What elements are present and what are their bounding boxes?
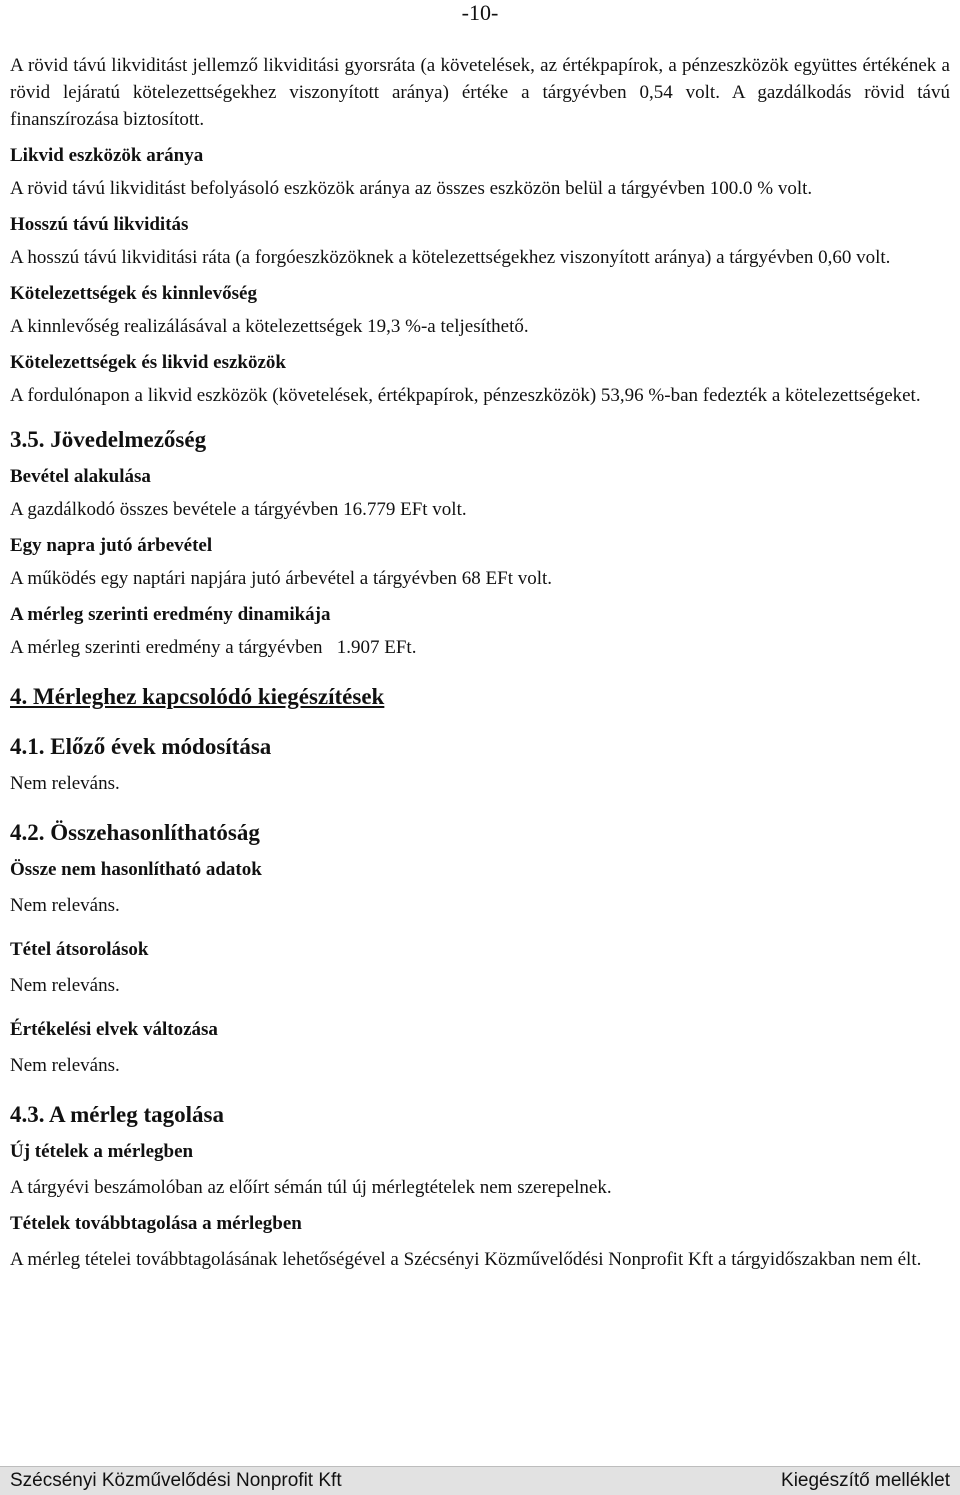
kiegeszitesek-heading: 4. Mérleghez kapcsolódó kiegészítések [10, 684, 385, 709]
footer-company: Szécsényi Közművelődési Nonprofit Kft [10, 1470, 342, 1491]
tovabbtagolas-text: A mérleg tételei továbbtagolásának lehetőségével a Szécsényi Közművelődési Nonprofit Kft a tárgyidőszakban nem élt. [10, 1249, 922, 1270]
merleg-tagolasa-heading: 4.3. A mérleg tagolása [10, 1102, 224, 1127]
napi-arbevetel-heading: Egy napra jutó árbevétel [10, 535, 213, 556]
ertekelesi-elvek-heading: Értékelési elvek változása [10, 1019, 218, 1040]
ertekelesi-elvek-text: Nem releváns. [10, 1055, 120, 1076]
tovabbtagolas-heading: Tételek továbbtagolása a mérlegben [10, 1213, 302, 1234]
hosszu-tavu-text: A hosszú távú likviditási ráta (a forgóeszközöknek a kötelezettségekhez viszonyított aránya) a tárgyévben 0,60 volt. [10, 247, 891, 268]
eredmeny-dinamika-heading: A mérleg szerinti eredmény dinamikája [10, 604, 331, 625]
uj-tetelek-heading: Új tételek a mérlegben [10, 1141, 194, 1162]
page-number: -10- [461, 0, 499, 25]
intro-paragraph: A rövid távú likviditást jellemző likviditási gyorsráta (a követelések, az értékpapírok, a pénzeszközök együttes értékének a rövid lejáratú kötelezettségekhez viszonyított aránya) értéke a tárgyévben 0,54 volt. A gazdálkodás rövid távú finanszírozása biztosított. [10, 55, 950, 130]
document-body [10, 52, 950, 1273]
elozo-evek-heading: 4.1. Előző évek módosítása [10, 734, 272, 759]
bevetel-text: A gazdálkodó összes bevétele a tárgyévben 16.779 EFt volt. [10, 499, 467, 520]
bevetel-heading: Bevétel alakulása [10, 466, 151, 487]
footer-document-type: Kiegészítő melléklet [781, 1470, 950, 1491]
nem-hasonlithato-text: Nem releváns. [10, 895, 120, 916]
osszehasonlithatosag-heading: 4.2. Összehasonlíthatóság [10, 820, 260, 845]
nem-hasonlithato-heading: Össze nem hasonlítható adatok [10, 859, 262, 880]
likvid-fedezet-heading: Kötelezettségek és likvid eszközök [10, 352, 286, 373]
hosszu-tavu-heading: Hosszú távú likviditás [10, 214, 189, 235]
page-footer [0, 1466, 960, 1495]
likvid-fedezet-text: A fordulónapon a likvid eszközök (követelések, értékpapírok, pénzeszközök) 53,96 %-ban fedezték a kötelezettségeket. [10, 385, 921, 406]
likvid-eszkozok-heading: Likvid eszközök aránya [10, 145, 204, 166]
atsorolasok-heading: Tétel átsorolások [10, 939, 149, 960]
kinnlevoseg-heading: Kötelezettségek és kinnlevőség [10, 283, 257, 304]
napi-arbevetel-text: A működés egy naptári napjára jutó árbevétel a tárgyévben 68 EFt volt. [10, 568, 553, 589]
kinnlevoseg-text: A kinnlevőség realizálásával a kötelezettségek 19,3 %-a teljesíthető. [10, 316, 529, 337]
atsorolasok-text: Nem releváns. [10, 975, 120, 996]
uj-tetelek-text: A tárgyévi beszámolóban az előírt sémán túl új mérlegtételek nem szerepelnek. [10, 1177, 612, 1198]
jovedelmezoseg-heading: 3.5. Jövedelmezőség [10, 427, 207, 452]
elozo-evek-text: Nem releváns. [10, 773, 120, 794]
likvid-eszkozok-text: A rövid távú likviditást befolyásoló eszközök aránya az összes eszközön belül a tárgyévben 100.0 % volt. [10, 178, 813, 199]
eredmeny-dinamika-text: A mérleg szerinti eredmény a tárgyévben 1.907 EFt. [10, 637, 417, 658]
